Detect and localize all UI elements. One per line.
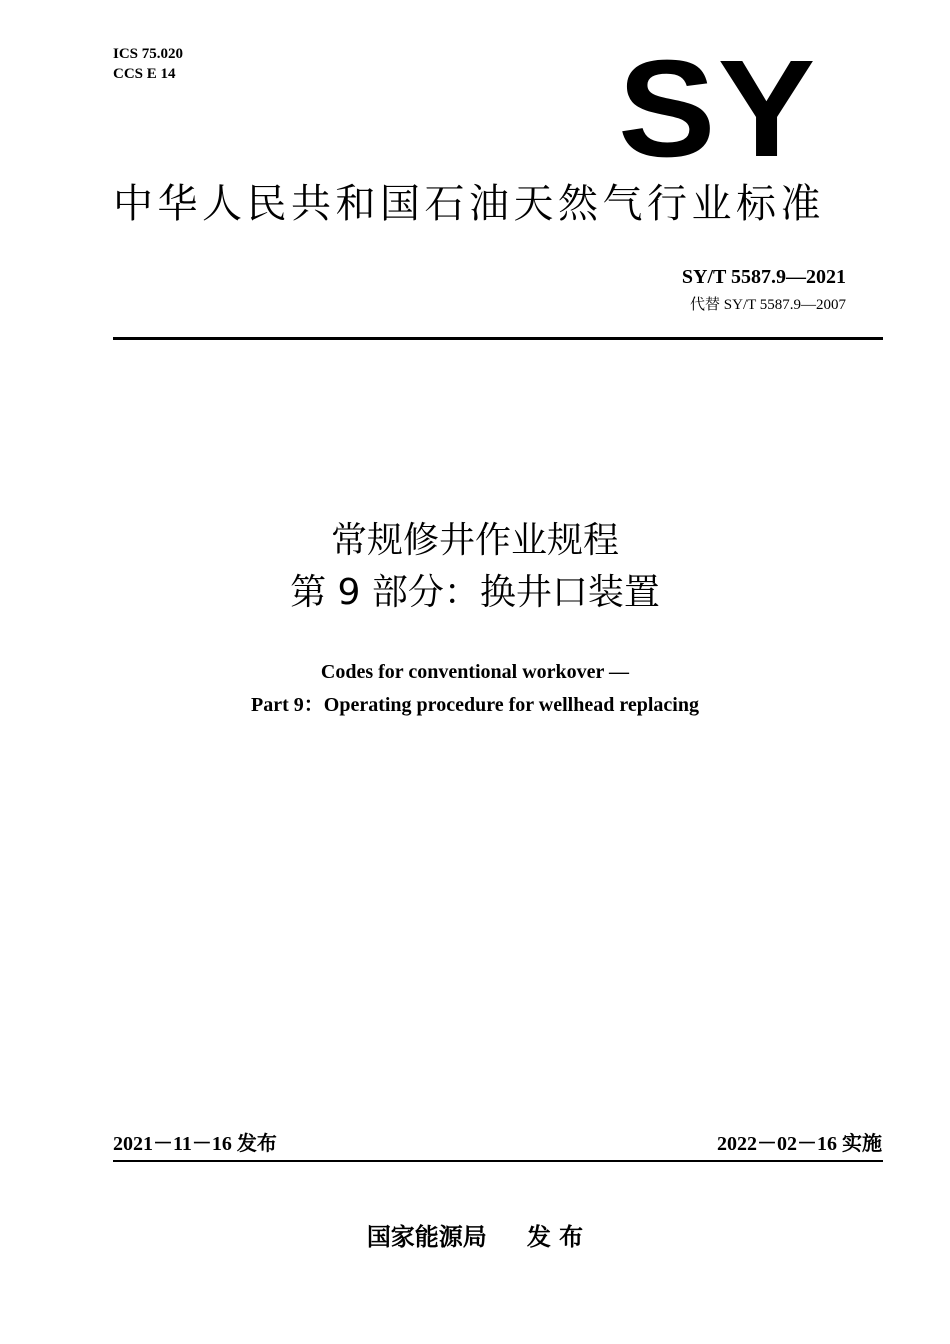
cn-title-part: 第 9 部分：换井口装置 <box>290 572 660 613</box>
ics-code: ICS 75.020 <box>113 46 184 62</box>
standard-category-title: 中华人民共和国石油天然气行业标准 <box>113 181 825 227</box>
standard-number: SY/T 5587.9—2021 <box>681 266 846 288</box>
issue-date: 2021－11－16 发布 <box>113 1133 277 1155</box>
issuing-authority <box>0 1220 950 1254</box>
ccs-code: CCS E 14 <box>113 66 176 82</box>
footer-divider <box>113 1160 883 1162</box>
authority-action: 发 布 <box>526 1223 584 1251</box>
implementation-date: 2022－02－16 实施 <box>717 1133 882 1155</box>
sy-logo: SY <box>618 32 818 186</box>
replaces-standard: 代替 SY/T 5587.9—2007 <box>690 297 846 313</box>
authority-name: 国家能源局 <box>366 1223 487 1251</box>
classification-codes <box>113 44 183 84</box>
en-title-main: Codes for conventional workover — <box>320 661 630 683</box>
cn-title-main: 常规修井作业规程 <box>330 520 619 561</box>
en-title-part: Part 9：Operating procedure for wellhead replacing <box>251 694 699 716</box>
header-divider <box>113 337 883 340</box>
